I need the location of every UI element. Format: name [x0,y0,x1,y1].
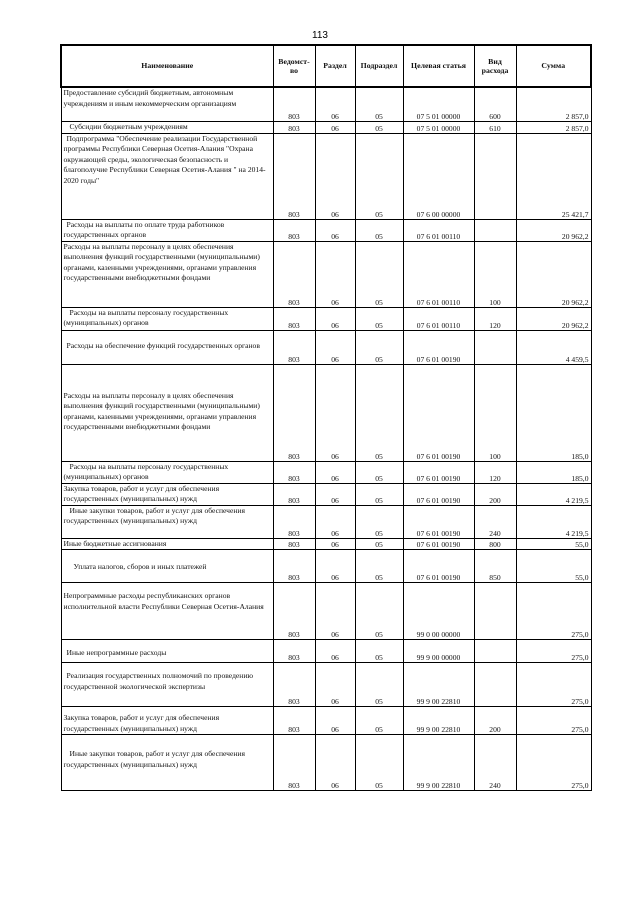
row-section: 06 [315,87,355,121]
row-section: 06 [315,583,355,640]
budget-table [60,44,592,791]
row-expense-type: 100 [474,241,516,307]
row-section: 06 [315,538,355,550]
table-row [61,550,591,583]
row-target-item: 07 6 01 00190 [403,550,474,583]
row-amount: 2 857,0 [516,87,591,121]
row-target-item: 99 9 00 00000 [403,640,474,663]
row-department: 803 [273,505,315,538]
table-row [61,133,591,219]
row-section: 06 [315,121,355,133]
row-expense-type: 120 [474,307,516,330]
row-expense-type [474,219,516,241]
row-expense-type: 100 [474,364,516,461]
row-expense-type: 850 [474,550,516,583]
column-header-department: Ведомст-во [273,45,315,87]
row-subsection: 05 [355,583,403,640]
row-name-text: Субсидии бюджетным учреждениям [69,121,188,131]
row-section: 06 [315,330,355,364]
row-subsection: 05 [355,640,403,663]
row-subsection: 05 [355,550,403,583]
row-amount: 275,0 [516,663,591,707]
row-target-item: 07 6 01 00110 [403,219,474,241]
row-expense-type: 600 [474,87,516,121]
row-target-item: 07 6 01 00110 [403,307,474,330]
row-subsection: 05 [355,330,403,364]
row-target-item: 07 6 01 00110 [403,241,474,307]
row-expense-type [474,640,516,663]
table-row [61,364,591,461]
row-expense-type [474,330,516,364]
row-subsection: 05 [355,241,403,307]
row-amount: 4 219,5 [516,505,591,538]
row-name [61,364,273,461]
table-row [61,461,591,483]
row-target-item: 99 9 00 22810 [403,735,474,791]
row-expense-type: 800 [474,538,516,550]
row-target-item: 07 6 01 00190 [403,505,474,538]
row-subsection: 05 [355,461,403,483]
row-subsection: 05 [355,505,403,538]
row-department: 803 [273,364,315,461]
row-name [61,330,273,364]
row-target-item: 07 6 01 00190 [403,483,474,505]
column-header-subsection: Подраздел [355,45,403,87]
row-amount: 275,0 [516,640,591,663]
table-row [61,87,591,121]
row-subsection: 05 [355,707,403,735]
row-subsection: 05 [355,121,403,133]
row-target-item: 07 5 01 00000 [403,87,474,121]
row-name [61,735,273,791]
row-name-text: Расходы на выплаты персоналу государственных (муниципальных) органов [63,461,229,481]
row-amount: 55,0 [516,538,591,550]
row-target-item: 99 9 00 22810 [403,707,474,735]
row-target-item: 07 6 00 00000 [403,133,474,219]
table-row [61,241,591,307]
row-subsection: 05 [355,87,403,121]
row-name-text: Закупка товаров, работ и услуг для обеспечения государственных (муниципальных) нужд [63,713,220,733]
row-amount: 25 421,7 [516,133,591,219]
row-expense-type: 200 [474,483,516,505]
row-name-text: Расходы на обеспечение функций государственных органов [66,340,260,350]
row-subsection: 05 [355,133,403,219]
row-department: 803 [273,483,315,505]
row-amount: 275,0 [516,707,591,735]
row-department: 803 [273,461,315,483]
table-row [61,707,591,735]
row-name [61,87,273,121]
table-row [61,219,591,241]
row-section: 06 [315,483,355,505]
row-subsection: 05 [355,663,403,707]
row-name [61,461,273,483]
table-row [61,538,591,550]
row-department: 803 [273,583,315,640]
column-header-amount: Сумма [516,45,591,87]
row-name-text: Иные непрограммные расходы [66,648,167,657]
row-name-text: Уплата налогов, сборов и иных платежей [73,562,207,571]
table-row [61,583,591,640]
row-amount: 20 962,2 [516,241,591,307]
row-section: 06 [315,133,355,219]
row-name [61,133,273,219]
row-department: 803 [273,241,315,307]
row-target-item: 07 6 01 00190 [403,461,474,483]
row-name [61,663,273,707]
row-name [61,538,273,550]
row-subsection: 05 [355,364,403,461]
table-row [61,483,591,505]
row-target-item: 07 6 01 00190 [403,538,474,550]
row-amount: 4 459,5 [516,330,591,364]
table-row [61,121,591,133]
row-name-text: Закупка товаров, работ и услуг для обеспечения государственных (муниципальных) нужд [63,483,220,503]
row-department: 803 [273,219,315,241]
row-department: 803 [273,550,315,583]
row-amount: 20 962,2 [516,307,591,330]
row-name [61,505,273,538]
table-row [61,505,591,538]
row-amount: 275,0 [516,735,591,791]
column-header-section: Раздел [315,45,355,87]
row-section: 06 [315,663,355,707]
row-name [61,640,273,663]
row-name-text: Подпрограмма "Обеспечение реализации Государственной программы Республики Северная Осетия-Алания "Охрана окружающей среды, экологическая безопасность и благополучие Республики Северная Осетия-Алания " на 2014-2020 годы" [63,133,266,185]
row-target-item: 99 9 00 22810 [403,663,474,707]
row-subsection: 05 [355,483,403,505]
row-expense-type: 120 [474,461,516,483]
row-department: 803 [273,538,315,550]
row-amount: 55,0 [516,550,591,583]
row-department: 803 [273,640,315,663]
row-subsection: 05 [355,538,403,550]
row-section: 06 [315,461,355,483]
row-name-text: Иные закупки товаров, работ и услуг для обеспечения государственных (муниципальных) нужд [63,505,245,525]
row-section: 06 [315,735,355,791]
row-name [61,307,273,330]
row-department: 803 [273,330,315,364]
row-name-text: Непрограммные расходы республиканских органов исполнительной власти Республики Северная Осетия-Алания [63,591,264,611]
row-name-text: Реализация государственных полномочий по проведению государственной экологической экспертизы [63,671,254,691]
row-section: 06 [315,241,355,307]
row-name-text: Расходы на выплаты по оплате труда работников государственных органов [63,219,225,239]
row-expense-type [474,583,516,640]
column-header-name: Наименование [61,45,273,87]
row-section: 06 [315,364,355,461]
row-amount: 185,0 [516,461,591,483]
row-amount: 2 857,0 [516,121,591,133]
row-section: 06 [315,550,355,583]
row-name [61,121,273,133]
row-section: 06 [315,707,355,735]
row-section: 06 [315,219,355,241]
page-number: 113 [312,30,328,41]
row-expense-type: 240 [474,505,516,538]
table-row [61,330,591,364]
row-name-text: Расходы на выплаты персоналу государственных (муниципальных) органов [63,307,229,327]
row-expense-type [474,663,516,707]
row-amount: 185,0 [516,364,591,461]
row-section: 06 [315,307,355,330]
row-subsection: 05 [355,735,403,791]
row-department: 803 [273,735,315,791]
row-name-text: Иные закупки товаров, работ и услуг для обеспечения государственных (муниципальных) нужд [63,749,245,769]
row-department: 803 [273,663,315,707]
row-name [61,219,273,241]
row-target-item: 07 5 01 00000 [403,121,474,133]
row-amount: 20 962,2 [516,219,591,241]
row-name-text: Предоставление субсидий бюджетным, автономным учреждениям и иным некоммерческим организациям [63,88,237,108]
row-name-text: Расходы на выплаты персоналу в целях обеспечения выполнения функций государственными (муниципальными) органами, казенными учреждениями, органами управления государственными внебюджетными фондами [63,390,260,431]
row-target-item: 07 6 01 00190 [403,330,474,364]
row-target-item: 07 6 01 00190 [403,364,474,461]
row-department: 803 [273,121,315,133]
row-name [61,583,273,640]
row-name-text: Иные бюджетные ассигнования [63,538,167,548]
row-name-text: Расходы на выплаты персоналу в целях обеспечения выполнения функций государственными (муниципальными) органами, казенными учреждениями, органами управления государственными внебюджетными фондами [63,241,260,282]
row-section: 06 [315,505,355,538]
row-department: 803 [273,307,315,330]
row-name [61,550,273,583]
table-row [61,663,591,707]
row-department: 803 [273,707,315,735]
column-header-target-item: Целевая статья [403,45,474,87]
row-name [61,483,273,505]
table-row [61,735,591,791]
row-department: 803 [273,87,315,121]
row-expense-type: 610 [474,121,516,133]
row-subsection: 05 [355,219,403,241]
table-row [61,307,591,330]
column-header-expense-type: Вид расхода [474,45,516,87]
row-expense-type [474,133,516,219]
row-section: 06 [315,640,355,663]
row-name [61,241,273,307]
row-department: 803 [273,133,315,219]
table-header-row [61,45,591,87]
row-expense-type: 240 [474,735,516,791]
table-row [61,640,591,663]
row-subsection: 05 [355,307,403,330]
row-expense-type: 200 [474,707,516,735]
row-target-item: 99 0 00 00000 [403,583,474,640]
row-amount: 4 219,5 [516,483,591,505]
row-name [61,707,273,735]
row-amount: 275,0 [516,583,591,640]
